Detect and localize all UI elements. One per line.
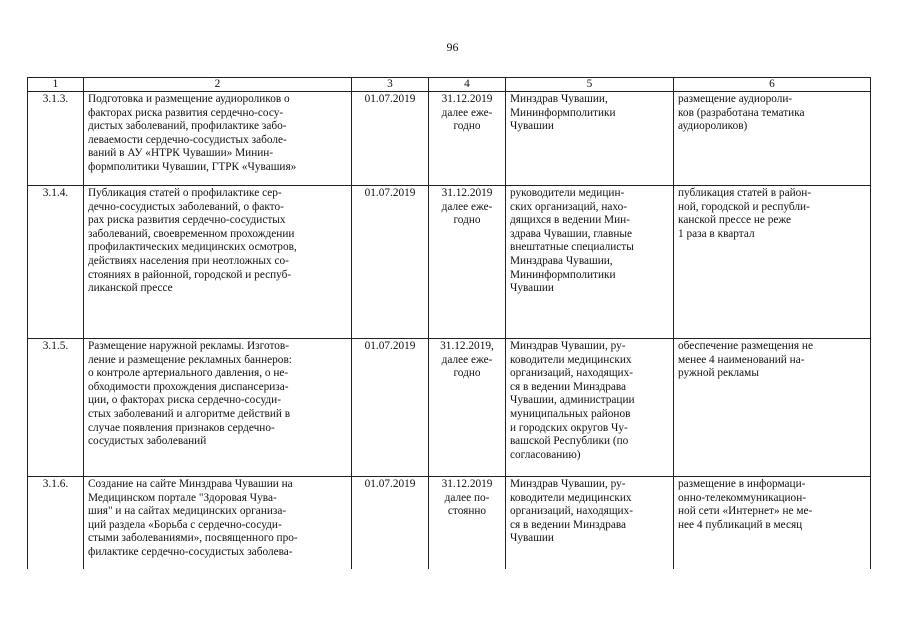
text-line: годно — [453, 367, 481, 380]
text-line: Чувашии — [510, 532, 554, 545]
start-date: 01.07.2019 — [352, 339, 429, 477]
item-number: 3.1.4. — [28, 186, 84, 339]
text-line: Публикация статей о профилактике сер- — [88, 187, 282, 199]
executor — [506, 92, 674, 186]
item-number: 3.1.3. — [28, 92, 84, 186]
text-line: Медицинском портале "Здоровая Чува- — [88, 491, 277, 504]
text-line: размещение аудиороли- — [678, 93, 793, 105]
column-header: 6 — [674, 78, 871, 92]
text-line: рах риска развития сердечно-сосудистых — [88, 214, 286, 227]
text-line: далее еже- — [441, 353, 493, 366]
text-line: муниципальных районов — [510, 407, 631, 420]
table-row — [28, 339, 871, 477]
text-line: о контроле артериального давления, о не- — [88, 367, 289, 380]
item-description — [84, 92, 352, 186]
start-date: 01.07.2019 — [352, 92, 429, 186]
text-line: ваний в АУ «НТРК Чувашии» Минин- — [88, 147, 274, 160]
end-date — [429, 339, 506, 477]
text-line: ся в ведении Минздрава — [510, 518, 627, 531]
column-header: 2 — [84, 78, 352, 92]
text-line: ся в ведении Минздрава — [510, 380, 627, 393]
expected-result — [674, 186, 871, 339]
text-line: руководители медицин- — [510, 187, 625, 199]
column-header: 4 — [429, 78, 506, 92]
table-row — [28, 186, 871, 339]
column-header: 1 — [28, 78, 84, 92]
text-line: профилактических медицинских осмотров, — [88, 241, 297, 254]
text-line: ции, о факторах риска сердечно-сосуди- — [88, 394, 281, 407]
text-line: 31.12.2019, — [440, 340, 494, 352]
text-line: ликанской прессе — [88, 282, 173, 295]
text-line: публикация статей в район- — [678, 187, 812, 199]
text-line: нее 4 публикаций в месяц — [678, 518, 803, 531]
text-line: Минздрава Чувашии, — [510, 254, 613, 267]
text-line: дечно-сосудистых заболеваний, о факто- — [88, 200, 284, 213]
text-line: стыми заболеваниями», посвященного про- — [88, 532, 298, 545]
text-line: внештатные специалисты — [510, 241, 634, 254]
text-line: стояниях в районной, городской и респуб- — [88, 268, 292, 281]
text-line: ций раздела «Борьба с сердечно-сосуди- — [88, 518, 282, 531]
text-line: аудиороликов) — [678, 120, 748, 133]
item-number: 3.1.5. — [28, 339, 84, 477]
text-line: далее еже- — [441, 106, 493, 119]
table-row — [28, 477, 871, 569]
text-line: шия" и на сайтах медицинских организа- — [88, 505, 287, 518]
item-description — [84, 477, 352, 569]
text-line: Чувашии — [510, 120, 554, 133]
table-row — [28, 92, 871, 186]
text-line: годно — [453, 214, 481, 227]
page-number: 96 — [446, 40, 459, 54]
text-line: Размещение наружной рекламы. Изготов- — [88, 340, 290, 352]
text-line: дящихся в ведении Мин- — [510, 214, 630, 227]
text-line: Минздрав Чувашии, ру- — [510, 340, 626, 352]
column-header: 3 — [352, 78, 429, 92]
text-line: согласованию) — [510, 448, 581, 461]
text-line: ководители медицинских — [510, 353, 632, 366]
text-line: Создание на сайте Минздрава Чувашии на — [88, 478, 293, 490]
item-description — [84, 186, 352, 339]
text-line: стоянно — [447, 505, 487, 518]
expected-result — [674, 339, 871, 477]
text-line: факторах риска развития сердечно-сосу- — [88, 106, 284, 119]
executor — [506, 186, 674, 339]
text-line: Мининформполитики — [510, 268, 616, 281]
text-line: ление и размещение рекламных баннеров: — [88, 353, 292, 366]
text-line: Мининформполитики — [510, 106, 616, 119]
text-line: 31.12.2019 — [441, 187, 493, 199]
table-header-row — [28, 78, 871, 92]
text-line: обходимости прохождения диспансериза- — [88, 380, 289, 393]
text-line: ков (разработана тематика — [678, 106, 805, 119]
text-line: менее 4 наименований на- — [678, 353, 805, 366]
executor — [506, 339, 674, 477]
text-line: формполитики Чувашии, ГТРК «Чувашия» — [88, 160, 297, 173]
text-line: стых заболеваний и алгоритме действий в — [88, 407, 291, 420]
text-line: ной сети «Интернет» не ме- — [678, 505, 813, 518]
text-line: здрава Чувашии, главные — [510, 227, 633, 240]
text-line: Чувашии, администрации — [510, 394, 635, 407]
text-line: и городских округов Чу- — [510, 421, 628, 434]
text-line: Минздрав Чувашии, ру- — [510, 478, 626, 490]
end-date — [429, 92, 506, 186]
text-line: дистых заболеваний, профилактике забо- — [88, 120, 287, 133]
text-line: онно-телекоммуникацион- — [678, 491, 807, 504]
measures-table — [27, 77, 871, 569]
item-description — [84, 339, 352, 477]
executor — [506, 477, 674, 569]
text-line: годно — [453, 120, 481, 133]
text-line: ружной рекламы — [678, 367, 759, 380]
text-line: размещение в информаци- — [678, 478, 806, 490]
text-line: Подготовка и размещение аудиороликов о — [88, 93, 290, 105]
text-line: 1 раза в квартал — [678, 227, 755, 240]
column-header: 5 — [506, 78, 674, 92]
text-line: заболеваний, своевременном прохождении — [88, 227, 295, 240]
text-line: организаций, находящих- — [510, 505, 633, 518]
start-date: 01.07.2019 — [352, 477, 429, 569]
text-line: обеспечение размещения не — [678, 340, 813, 352]
text-line: леваемости сердечно-сосудистых заболе- — [88, 133, 287, 146]
text-line: 31.12.2019 — [441, 93, 493, 105]
expected-result — [674, 92, 871, 186]
text-line: далее еже- — [441, 200, 493, 213]
text-line: сосудистых заболеваний — [88, 435, 207, 448]
text-line: Минздрав Чувашии, — [510, 93, 608, 105]
text-line: далее по- — [444, 491, 490, 504]
text-line: действиях населения при неотложных со- — [88, 254, 289, 267]
text-line: случае появления признаков сердечно- — [88, 421, 275, 434]
end-date — [429, 477, 506, 569]
expected-result — [674, 477, 871, 569]
start-date: 01.07.2019 — [352, 186, 429, 339]
text-line: филактике сердечно-сосудистых заболева- — [88, 545, 293, 558]
end-date — [429, 186, 506, 339]
text-line: ских организаций, нахо- — [510, 200, 628, 213]
text-line: Чувашии — [510, 282, 554, 295]
text-line: 31.12.2019 — [441, 478, 493, 490]
text-line: канской прессе не реже — [678, 214, 792, 227]
text-line: организаций, находящих- — [510, 367, 633, 380]
text-line: ной, городской и республи- — [678, 200, 810, 213]
text-line: вашской Республики (по — [510, 435, 629, 448]
text-line: ководители медицинских — [510, 491, 632, 504]
item-number: 3.1.6. — [28, 477, 84, 569]
